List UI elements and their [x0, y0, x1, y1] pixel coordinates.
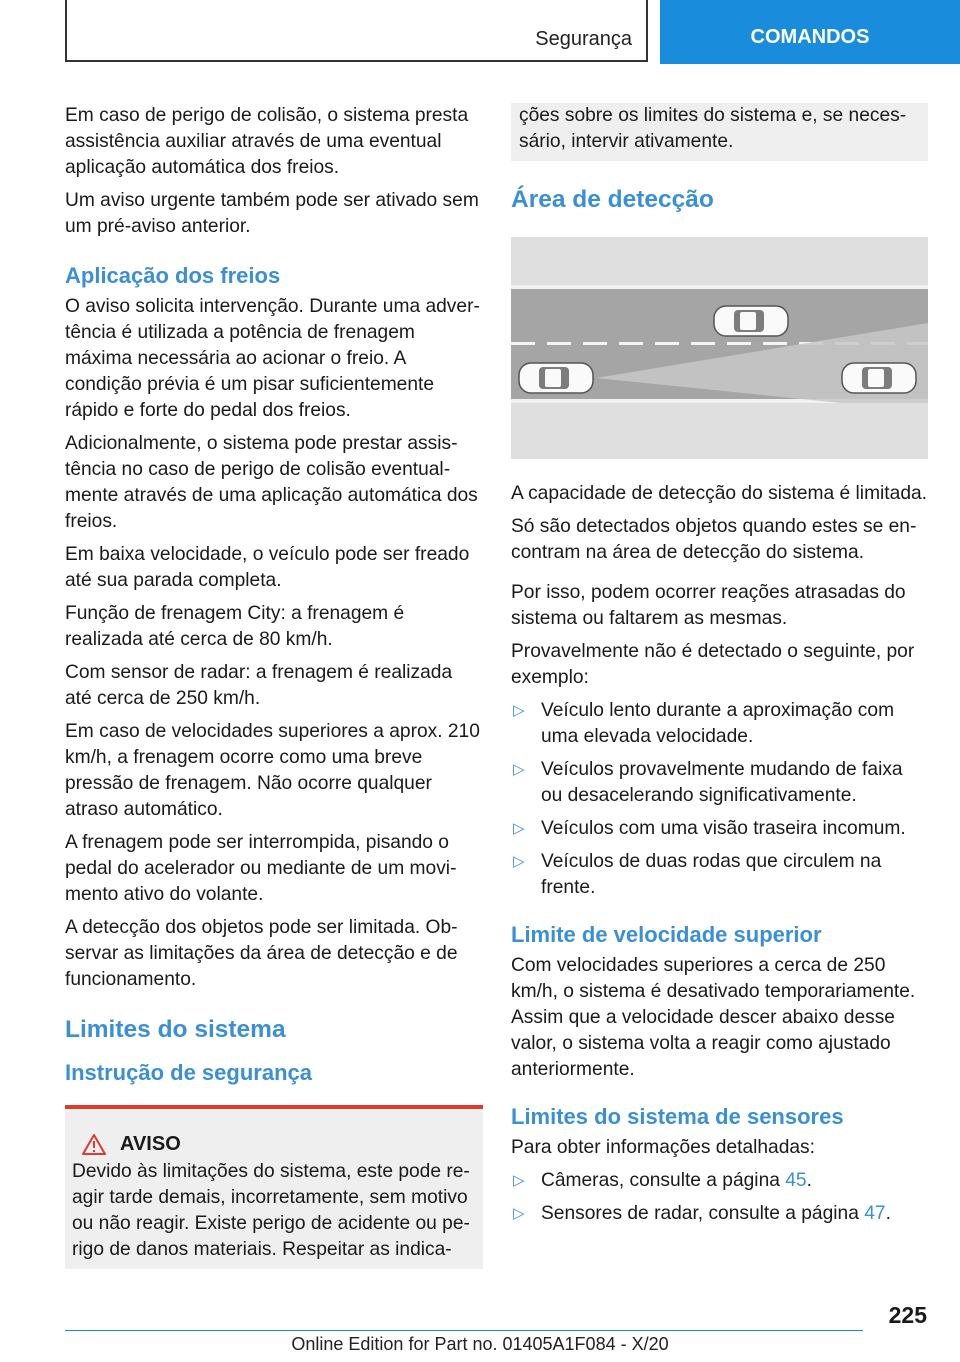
- paragraph: Por isso, podem ocorrer reações atrasadas do sistema ou faltarem as mesmas.: [511, 582, 906, 629]
- heading-limites-sistema: Limites do sistema: [65, 1016, 286, 1043]
- paragraph: Um aviso urgente também pode ser ativado sem um pré-aviso anterior.: [65, 190, 479, 237]
- paragraph: Com sensor de radar: a frenagem é realizada até cerca de 250 km/h.: [65, 662, 453, 709]
- heading-limite-velocidade: Limite de velocidade superior: [511, 922, 822, 947]
- bullet-triangle-icon: ▷: [513, 1172, 525, 1189]
- heading-area-deteccao: Área de detecção: [511, 186, 714, 213]
- paragraph: Em caso de velocidades superiores a aprox. 210 km/h, a frenagem ocorre como uma breve pressão de frenagem. Não ocorre qualquer atraso automático.: [65, 721, 480, 820]
- warning-header: [82, 1131, 475, 1157]
- heading-instrucao-seguranca: Instrução de segurança: [65, 1060, 312, 1085]
- chapter-tab: COMANDOS: [660, 0, 960, 64]
- sensor-reference-list: [511, 1168, 928, 1227]
- warning-box-continued: [511, 103, 928, 161]
- warning-text: Devido às limitações do sistema, este pode reagir tarde demais, incorretamente, sem motivo ou não reagir. Existe perigo de acidente ou perigo de danos materiais. Respeitar as indica-: [72, 1161, 470, 1260]
- car-icon: [842, 363, 916, 393]
- bullet-triangle-icon: ▷: [513, 702, 525, 719]
- warning-icon: [82, 1134, 106, 1155]
- list-item: ▷ Veículos provavelmente mudando de faixa ou desacelerando significativamente.: [513, 759, 903, 806]
- paragraph: Só são detectados objetos quando estes se encontram na área de detecção do sistema.: [511, 516, 917, 563]
- warning-title: AVISO: [120, 1133, 181, 1155]
- section-tab: [65, 0, 648, 62]
- page-link-45[interactable]: 45: [785, 1170, 807, 1191]
- car-icon: [714, 306, 788, 336]
- list-item: ▷ Câmeras, consulte a página 45.: [511, 1168, 928, 1194]
- list-item: ▷ Sensores de radar, consulte a página 47.: [511, 1201, 928, 1227]
- section-title: Segurança: [535, 28, 632, 50]
- bullet-triangle-icon: ▷: [513, 853, 525, 870]
- bullet-triangle-icon: ▷: [513, 1205, 525, 1222]
- car-icon: [519, 363, 593, 393]
- not-detected-list: [511, 698, 928, 901]
- right-column: [511, 103, 928, 1234]
- paragraph: O aviso solicita intervenção. Durante uma advertência é utilizada a potência de frenagem máxima necessária ao acionar o freio. A condição prévia é um pisar suficientemente rápido e forte do pedal dos freios.: [65, 296, 480, 421]
- paragraph: Provavelmente não é detectado o seguinte, por exemplo:: [511, 641, 915, 688]
- warning-text-continued: ções sobre os limites do sistema e, se necessário, intervir ativamente.: [519, 105, 907, 152]
- detection-area-illustration: [511, 237, 928, 459]
- paragraph: Em baixa velocidade, o veículo pode ser freado até sua parada completa.: [65, 544, 470, 591]
- paragraph: Com velocidades superiores a cerca de 250 km/h, o sistema é desativado temporariamente. Assim que a velocidade descer abaixo desse valor, o sistema volta a reagir como ajustado anteriormente.: [511, 955, 916, 1080]
- left-column: [65, 103, 483, 1269]
- list-item: ▷ Veículo lento durante a aproximação com uma elevada velocidade.: [513, 700, 895, 747]
- page-link-47[interactable]: 47: [864, 1203, 886, 1224]
- heading-limites-sensores: Limites do sistema de sensores: [511, 1104, 844, 1129]
- bullet-triangle-icon: ▷: [513, 761, 525, 778]
- paragraph: Adicionalmente, o sistema pode prestar assistência no caso de perigo de colisão eventualmente através de uma aplicação automática dos freios.: [65, 433, 478, 532]
- page-number: 225: [888, 1302, 927, 1328]
- footer-edition: Online Edition for Part no. 01405A1F084 - X/20: [291, 1334, 669, 1354]
- paragraph: A capacidade de detecção do sistema é limitada.: [511, 483, 927, 504]
- paragraph: A frenagem pode ser interrompida, pisando o pedal do acelerador ou mediante de um movimento ativo do volante.: [65, 832, 457, 905]
- paragraph: A detecção dos objetos pode ser limitada. Observar as limitações da área de detecção e de funcionamento.: [65, 917, 458, 990]
- warning-box: [65, 1105, 483, 1269]
- footer-divider: [65, 1330, 863, 1331]
- bullet-triangle-icon: ▷: [513, 820, 525, 837]
- paragraph: Em caso de perigo de colisão, o sistema presta assistência auxiliar através de uma eventual aplicação automática dos freios.: [65, 105, 469, 178]
- list-item: ▷ Veículos de duas rodas que circulem na frente.: [513, 851, 882, 898]
- list-item: ▷ Veículos com uma visão traseira incomum.: [511, 816, 928, 842]
- paragraph: Função de frenagem City: a frenagem é realizada até cerca de 80 km/h.: [65, 603, 405, 650]
- page-header: [0, 0, 960, 66]
- paragraph: Para obter informações detalhadas:: [511, 1137, 815, 1158]
- heading-aplicacao-freios: Aplicação dos freios: [65, 263, 281, 288]
